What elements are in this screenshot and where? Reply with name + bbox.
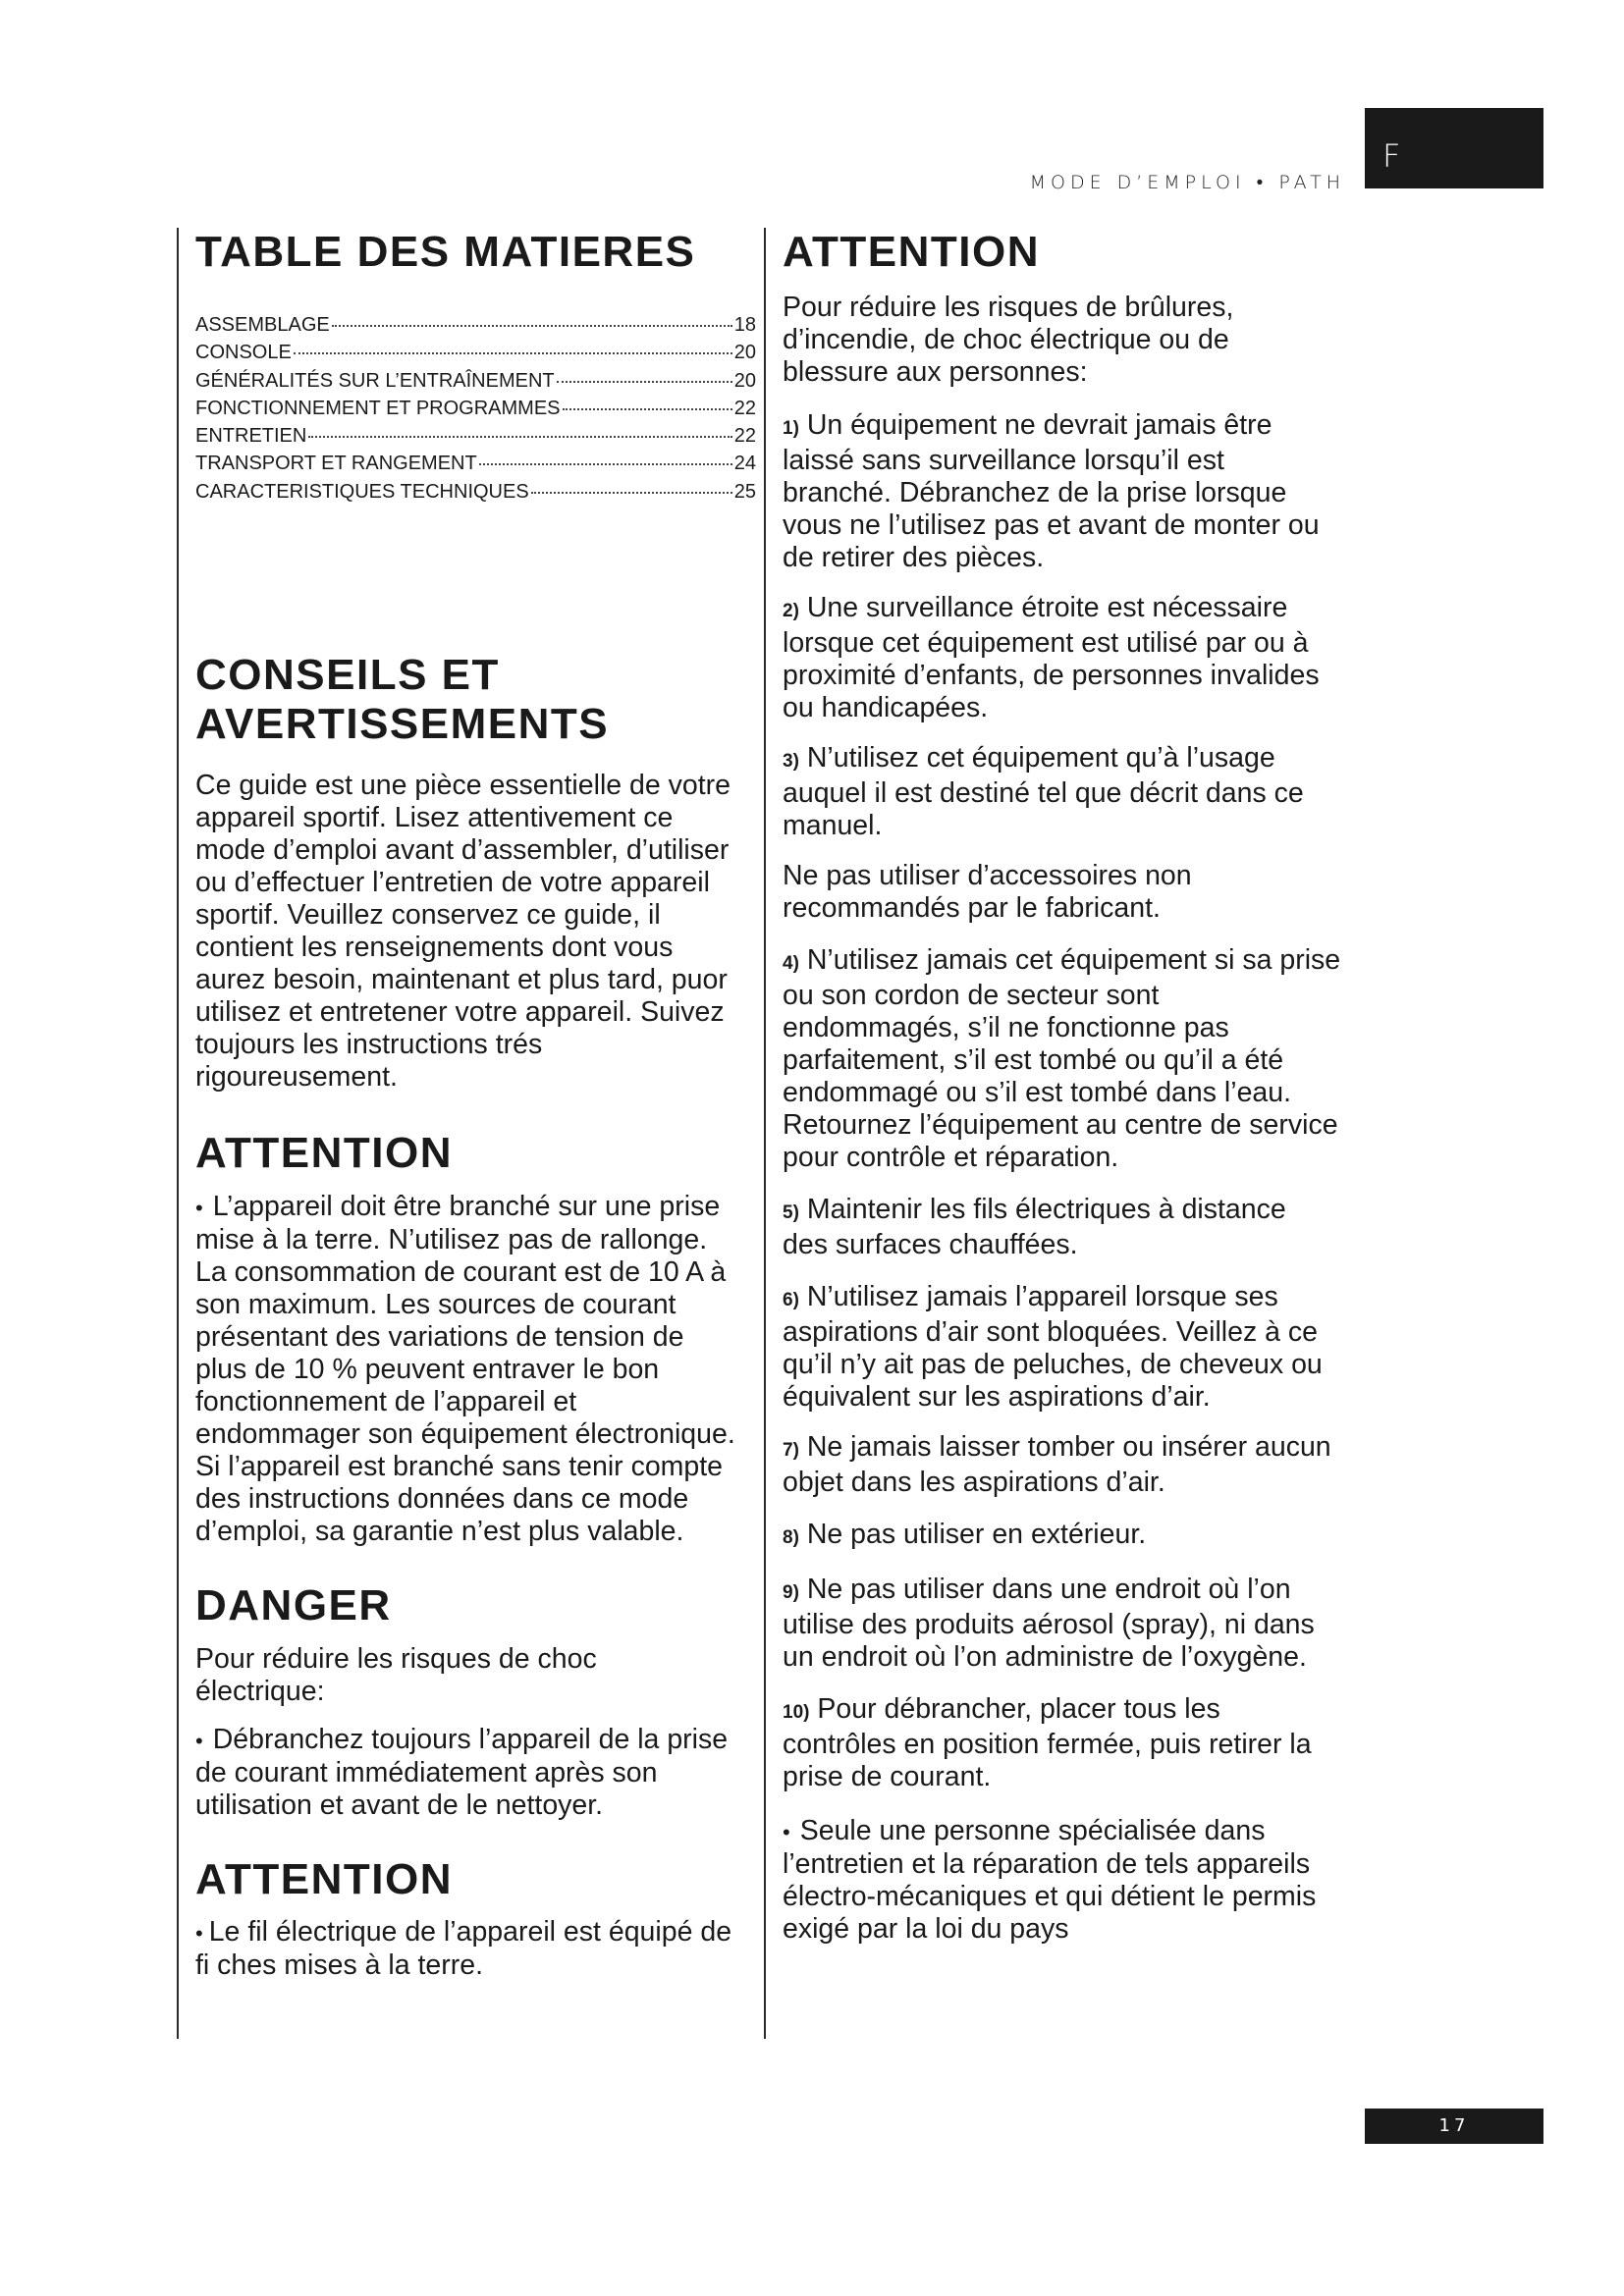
toc-entry (195, 476, 756, 504)
item-text: Une surveillance étroite est nécessaire lorsque cet équipement est utilisé par ou à proximité d’enfants, de personnes invalides ou handicapées. (783, 592, 1320, 723)
toc-entry-label: ENTRETIEN (195, 425, 307, 448)
toc-entry-label: FONCTIONNEMENT ET PROGRAMMES (195, 397, 561, 419)
attention-text-2: Le fil électrique de l’appareil est équipé de fi ches mises à la terre. (195, 1916, 732, 1982)
right-column (764, 228, 1353, 2039)
item-text: Ne jamais laisser tomber ou insérer aucun objet dans les aspirations d’air. (783, 1431, 1331, 1498)
danger-text: Débranchez toujours l’appareil de la prise de courant immédiatement après son utilisation et avant de le nettoyer. (195, 1724, 729, 1822)
toc-entry-label: TRANSPORT ET RANGEMENT (195, 453, 477, 475)
safety-item (783, 860, 1353, 925)
toc-entry-page: 24 (733, 453, 756, 475)
toc-entry-label: CONSOLE (195, 342, 292, 364)
item-number: 8) (783, 1527, 799, 1548)
item-text: N’utilisez jamais cet équipement si sa prise ou son cordon de secteur sont endommagés, s’il ne fonctionne pas parfaitement, s’il est tombé ou qu’il a été endommagé ou s’il est tombé dans l’eau. Retournez l’équipement au centre de service pour contrôle et réparation. (783, 944, 1341, 1173)
item-text: Ne pas utiliser dans une endroit où l’on utilise des produits aérosol (spray), ni dans un endroit où l’on administre de l’oxygène. (783, 1574, 1315, 1673)
toc-leader (563, 389, 732, 410)
safety-item (783, 1281, 1353, 1414)
item-number: 10) (783, 1702, 810, 1723)
safety-item (783, 1194, 1353, 1261)
danger-title: DANGER (195, 1581, 392, 1630)
language-tab-label: F (1382, 137, 1401, 175)
toc-entry-page: 20 (733, 369, 756, 392)
page-number: 17 (1365, 2109, 1543, 2144)
running-title: MODE D’EMPLOI • PATH (1029, 172, 1345, 193)
item-text: Pour débrancher, placer tous les contrôles en position fermée, puis retirer la prise de courant. (783, 1693, 1312, 1792)
toc-entry-label: ASSEMBLAGE (195, 314, 330, 336)
toc-entry-page: 25 (733, 480, 756, 503)
language-tab (1365, 108, 1543, 188)
toc-entry-page: 22 (733, 425, 756, 448)
attention-title-right: ATTENTION (783, 228, 1040, 276)
toc-leader (557, 361, 732, 383)
attention-body-1 (195, 1191, 756, 1548)
item-text: Maintenir les fils électriques à distance des surfaces chauffées. (783, 1194, 1286, 1260)
toc-entry-page: 18 (733, 314, 756, 336)
attention-text-1: L’appareil doit être branché sur une prise mise à la terre. N’utilisez pas de rallonge. La consommation de courant est de 10 A à son maximum. Les sources de courant présentant des variations de tension de plus de 10 % peuvent entraver le bon fonctionnement de l’appareil et endommager son équipement électronique. Si l’appareil est branché sans tenir compte des instructions données dans ce mode d’emploi, sa garantie n’est plus valable. (195, 1191, 735, 1548)
table-of-contents (195, 309, 756, 504)
safety-item (783, 592, 1353, 724)
safety-item (783, 1519, 1353, 1554)
item-number: 9) (783, 1582, 799, 1603)
item-number: 7) (783, 1440, 799, 1461)
conseils-title (195, 651, 756, 749)
final-note-text: Seule une personne spécialisée dans l’entretien et la réparation de tels appareils électro-mécaniques et qui détient le permis exigé par la loi du pays (783, 1815, 1317, 1945)
item-number: 5) (783, 1202, 799, 1223)
toc-leader (308, 416, 731, 438)
left-column (177, 228, 756, 2039)
attention-body-2 (195, 1916, 756, 1982)
safety-item (783, 742, 1353, 842)
item-text: N’utilisez jamais l’appareil lorsque ses aspirations d’air sont bloquées. Veillez à ce qu’il n’y ait pas de peluches, de cheveux ou équivalent sur les aspirations d’air. (783, 1281, 1323, 1413)
item-number: 1) (783, 418, 799, 439)
safety-item (783, 409, 1353, 574)
item-text: N’utilisez cet équipement qu’à l’usage auquel il est destiné tel que décrit dans ce manuel. (783, 742, 1304, 841)
toc-entry-label: CARACTERISTIQUES TECHNIQUES (195, 480, 529, 503)
toc-entry-page: 22 (733, 397, 756, 419)
safety-item (783, 1693, 1353, 1793)
item-text: Ne pas utiliser d’accessoires non recommandés par le fabricant. (783, 860, 1192, 924)
conseils-title-line1: CONSEILS ET (195, 651, 500, 700)
item-number: 6) (783, 1290, 799, 1310)
bullet-icon: • (195, 1921, 203, 1947)
item-number: 2) (783, 601, 799, 621)
safety-item (783, 944, 1353, 1174)
bullet-icon: • (195, 1196, 203, 1221)
item-number: 3) (783, 751, 799, 772)
toc-entry-label: GÉNÉRALITÉS SUR L’ENTRAÎNEMENT (195, 369, 555, 392)
final-note (783, 1815, 1353, 1946)
toc-leader (332, 305, 732, 327)
bullet-icon: • (783, 1820, 790, 1844)
toc-title: TABLE DES MATIERES (195, 228, 696, 276)
bullet-icon: • (195, 1729, 203, 1754)
attention-title-2: ATTENTION (195, 1855, 453, 1904)
attention-title-1: ATTENTION (195, 1129, 453, 1178)
item-text: Ne pas utiliser en extérieur. (806, 1519, 1147, 1550)
safety-item (783, 1431, 1353, 1499)
danger-intro: Pour réduire les risques de choc électrique: (195, 1643, 597, 1708)
toc-leader (294, 333, 732, 354)
safety-item (783, 1574, 1353, 1674)
item-text: Un équipement ne devrait jamais être laissé sans surveillance lorsqu’il est branché. Débranchez de la prise lorsque vous ne l’utilisez pas et avant de monter ou de retirer des pièces. (783, 409, 1320, 573)
toc-entry-page: 20 (733, 342, 756, 364)
item-number: 4) (783, 953, 799, 974)
conseils-title-line2: AVERTISSEMENTS (195, 700, 610, 749)
toc-leader (531, 472, 732, 494)
attention-right-intro: Pour réduire les risques de brûlures, d’incendie, de choc électrique ou de blessure aux personnes: (783, 292, 1234, 388)
toc-leader (479, 444, 732, 465)
danger-body (195, 1724, 756, 1822)
conseils-body: Ce guide est une pièce essentielle de votre appareil sportif. Lisez attentivement ce mode d’emploi avant d’assembler, d’utiliser ou d’effectuer l’entretien de votre appareil sportif. Veuillez conservez ce guide, il contient les renseignements dont vous aurez besoin, maintenant et plus tard, puor utilisez et entretener votre appareil. Suivez toujours les instructions trés rigoureusement. (195, 770, 731, 1094)
